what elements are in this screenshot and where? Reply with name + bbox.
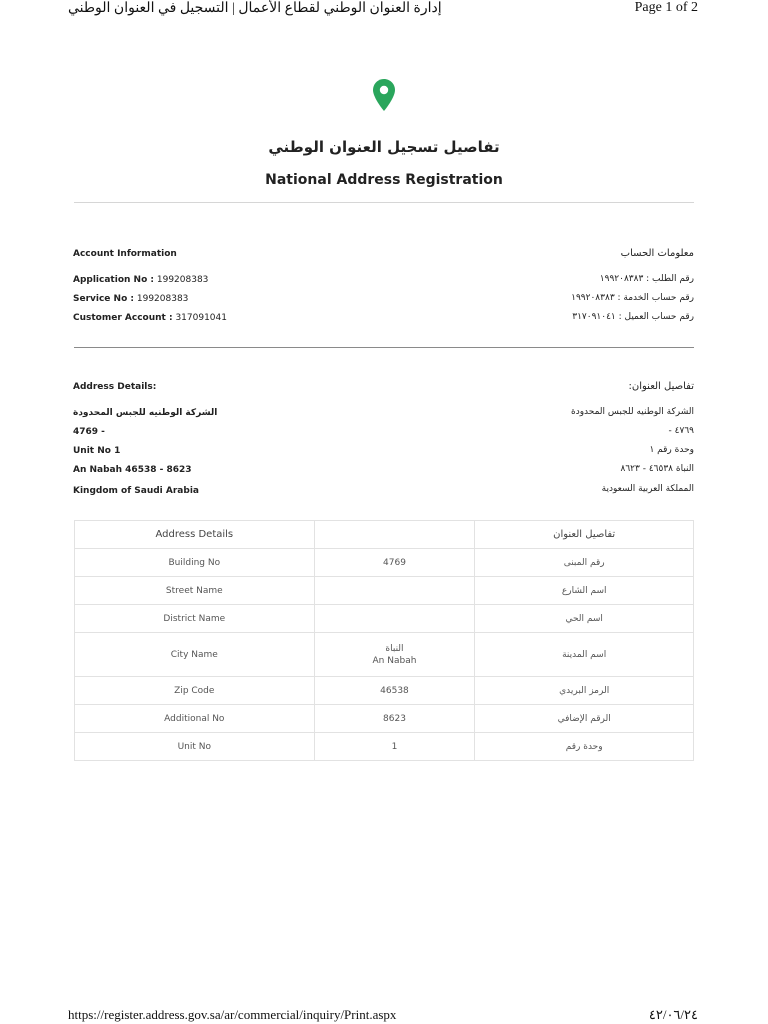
address-line-city-arabic: النباة ٤٦٥٣٨ - ٨٦٢٣ <box>620 464 694 474</box>
row-value: 4769 <box>314 549 475 577</box>
page-url: https://register.address.gov.sa/ar/commercial/inquiry/Print.aspx <box>68 1007 397 1022</box>
row-label: City Name <box>75 633 315 677</box>
customer-account-arabic: رقم حساب العميل : ٣١٧٠٩١٠٤١ <box>572 312 694 322</box>
table-row <box>75 605 694 633</box>
application-number-arabic: رقم الطلب : ١٩٩٢٠٨٣٨٣ <box>599 274 694 284</box>
page-title-arabic: تفاصيل تسجيل العنوان الوطني <box>268 138 500 156</box>
service-number <box>73 294 188 304</box>
address-heading: Address Details: <box>73 382 157 392</box>
print-date: ٤٢/٠٦/٢٤ <box>648 1007 698 1022</box>
print-header-title: إدارة العنوان الوطني لقطاع الأعمال | التسجيل في العنوان الوطني <box>68 1 442 16</box>
table-row <box>75 733 694 761</box>
table-row <box>75 677 694 705</box>
service-number-value: 199208383 <box>136 294 189 304</box>
customer-account-label: Customer Account : <box>73 313 173 323</box>
address-line-building: 4769 - <box>73 427 105 437</box>
row-label: Additional No <box>75 705 315 733</box>
table-header-value <box>314 521 475 549</box>
row-label: District Name <box>75 605 315 633</box>
table-header-row <box>75 521 694 549</box>
row-label-arabic: اسم الشارع <box>475 577 694 605</box>
row-label-arabic: الرقم الإضافي <box>475 705 694 733</box>
divider <box>74 347 694 348</box>
address-line-company-arabic: الشركة الوطنيه للجبس المحدودة <box>570 407 694 417</box>
row-value <box>314 633 475 677</box>
customer-account-value: 317091041 <box>175 313 227 323</box>
table-row <box>75 705 694 733</box>
address-line-country: Kingdom of Saudi Arabia <box>73 486 199 496</box>
divider <box>74 202 694 203</box>
address-line-company: الشركة الوطنيه للجبس المحدودة <box>73 408 218 418</box>
table-row <box>75 549 694 577</box>
row-label-arabic: اسم الحي <box>475 605 694 633</box>
table-row <box>75 633 694 677</box>
page-title: National Address Registration <box>265 172 503 188</box>
table-row <box>75 577 694 605</box>
row-value: 1 <box>314 733 475 761</box>
row-label-arabic: وحدة رقم <box>475 733 694 761</box>
address-heading-arabic: تفاصيل العنوان: <box>628 381 694 392</box>
row-label: Building No <box>75 549 315 577</box>
application-number-value: 199208383 <box>156 275 209 285</box>
service-number-label: Service No : <box>73 294 134 304</box>
table-header-english: Address Details <box>75 521 315 549</box>
customer-account <box>73 313 227 323</box>
address-details-table <box>74 520 694 761</box>
map-pin-icon <box>372 78 396 112</box>
city-name-arabic: النباة <box>385 643 404 654</box>
row-value: 46538 <box>314 677 475 705</box>
row-label-arabic: الرمز البريدي <box>475 677 694 705</box>
service-number-arabic: رقم حساب الخدمة : ١٩٩٢٠٨٣٨٣ <box>571 293 694 303</box>
address-line-country-arabic: المملكة العربية السعودية <box>601 484 694 494</box>
page-number: Page 1 of 2 <box>634 0 698 15</box>
row-label: Street Name <box>75 577 315 605</box>
print-footer <box>0 1007 768 1024</box>
address-line-building-arabic: ٤٧٦٩ - <box>668 426 694 436</box>
application-number <box>73 275 208 285</box>
row-value: 8623 <box>314 705 475 733</box>
address-line-unit: Unit No 1 <box>73 446 121 456</box>
account-heading-arabic: معلومات الحساب <box>620 248 694 259</box>
row-label-arabic: رقم المبنى <box>475 549 694 577</box>
row-label-arabic: اسم المدينة <box>475 633 694 677</box>
row-label: Unit No <box>75 733 315 761</box>
address-line-city: An Nabah 46538 - 8623 <box>73 465 192 475</box>
city-name-english: An Nabah <box>372 655 417 666</box>
address-line-unit-arabic: وحدة رقم ١ <box>649 445 694 455</box>
application-number-label: Application No : <box>73 275 154 285</box>
account-heading: Account Information <box>73 249 177 259</box>
table-header-arabic: تفاصيل العنوان <box>475 521 694 549</box>
row-value <box>314 577 475 605</box>
row-value <box>314 605 475 633</box>
print-header <box>0 0 768 22</box>
row-label: Zip Code <box>75 677 315 705</box>
